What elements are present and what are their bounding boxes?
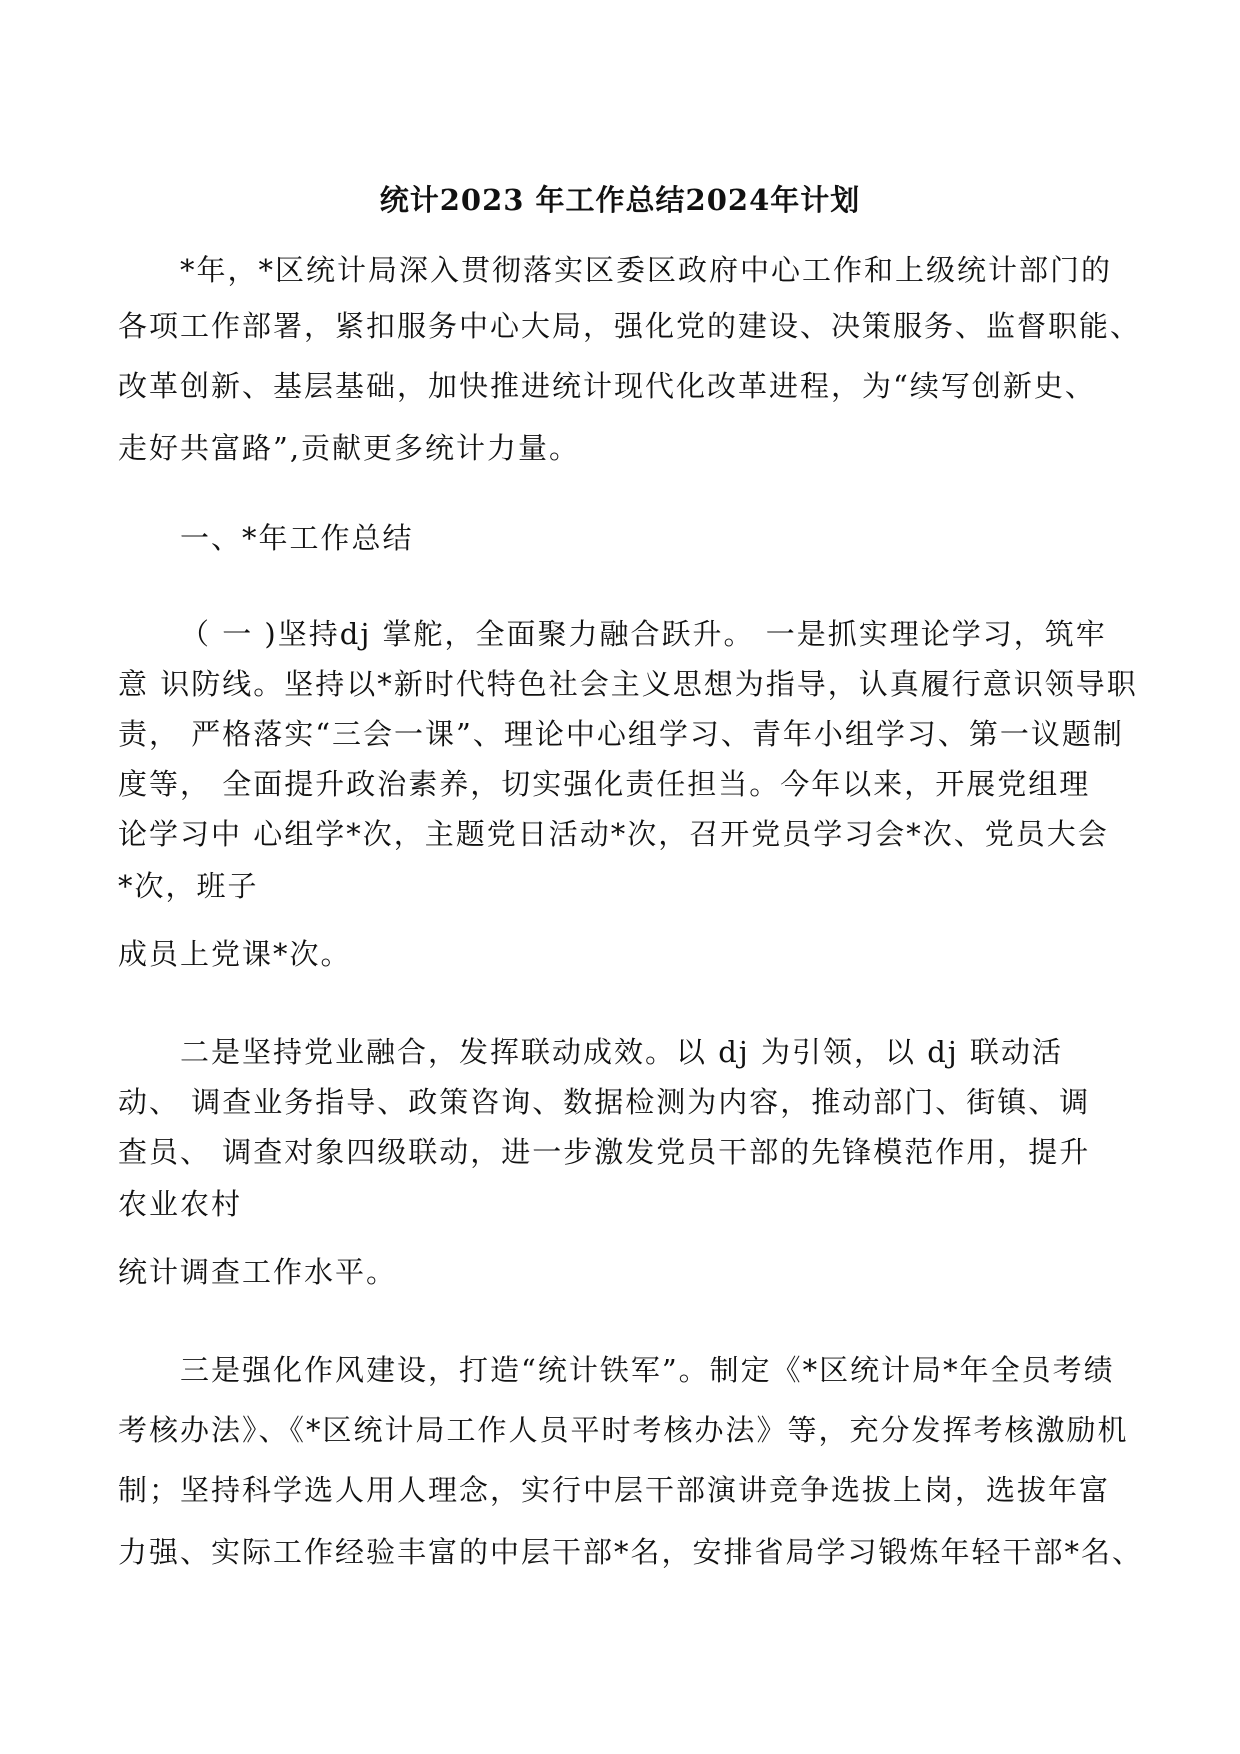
- para1-line-2: 意 识防线。坚持以*新时代特色社会主义思想为指导，认真履行意识领导职: [118, 667, 1138, 701]
- section-heading: 一、*年工作总结: [180, 521, 414, 555]
- para2-line-4: 农业农村: [118, 1187, 243, 1221]
- para3-line-4: 力强、实际工作经验丰富的中层干部*名，安排省局学习锻炼年轻干部*名、: [118, 1535, 1144, 1569]
- para2-line-2: 动、 调查业务指导、政策咨询、数据检测为内容，推动部门、街镇、调: [118, 1085, 1091, 1119]
- para2-line-5: 统计调查工作水平。: [118, 1255, 398, 1289]
- para1-line-6: *次，班子: [118, 869, 259, 903]
- intro-line-4: 走好共富路”,贡献更多统计力量。: [118, 431, 581, 465]
- intro-line-2: 各项工作部署，紧扣服务中心大局，强化党的建设、决策服务、监督职能、: [118, 309, 1142, 343]
- para2-line-3: 查员、 调查对象四级联动，进一步激发党员干部的先锋模范作用，提升: [118, 1135, 1091, 1169]
- para3-line-3: 制；坚持科学选人用人理念，实行中层干部演讲竞争选拔上岗，选拔年富: [118, 1473, 1111, 1507]
- intro-line-3: 改革创新、基层基础，加快推进统计现代化改革进程，为“续写创新史、: [118, 369, 1096, 403]
- para1-line-1: （ 一 )坚持dj 掌舵，全面聚力融合跃升。 一是抓实理论学习，筑牢: [180, 617, 1107, 651]
- para1-line-3: 责， 严格落实“三会一课”、理论中心组学习、青年小组学习、第一议题制: [118, 717, 1124, 751]
- para1-line-4: 度等， 全面提升政治素养，切实强化责任担当。今年以来，开展党组理: [118, 767, 1091, 801]
- page-title: 统计2023 年工作总结2024年计划: [379, 183, 861, 217]
- para1-line-7: 成员上党课*次。: [118, 937, 352, 971]
- intro-line-1: *年，*区统计局深入贯彻落实区委区政府中心工作和上级统计部门的: [180, 253, 1113, 287]
- para1-line-5: 论学习中 心组学*次，主题党日活动*次，召开党员学习会*次、党员大会: [118, 817, 1109, 851]
- para2-line-1: 二是坚持党业融合，发挥联动成效。以 dj 为引领，以 dj 联动活: [180, 1035, 1063, 1069]
- para3-line-1: 三是强化作风建设，打造“统计铁军”。制定《*区统计局*年全员考绩: [180, 1353, 1115, 1387]
- para3-line-2: 考核办法》、《*区统计局工作人员平时考核办法》等，充分发挥考核激励机: [118, 1413, 1129, 1447]
